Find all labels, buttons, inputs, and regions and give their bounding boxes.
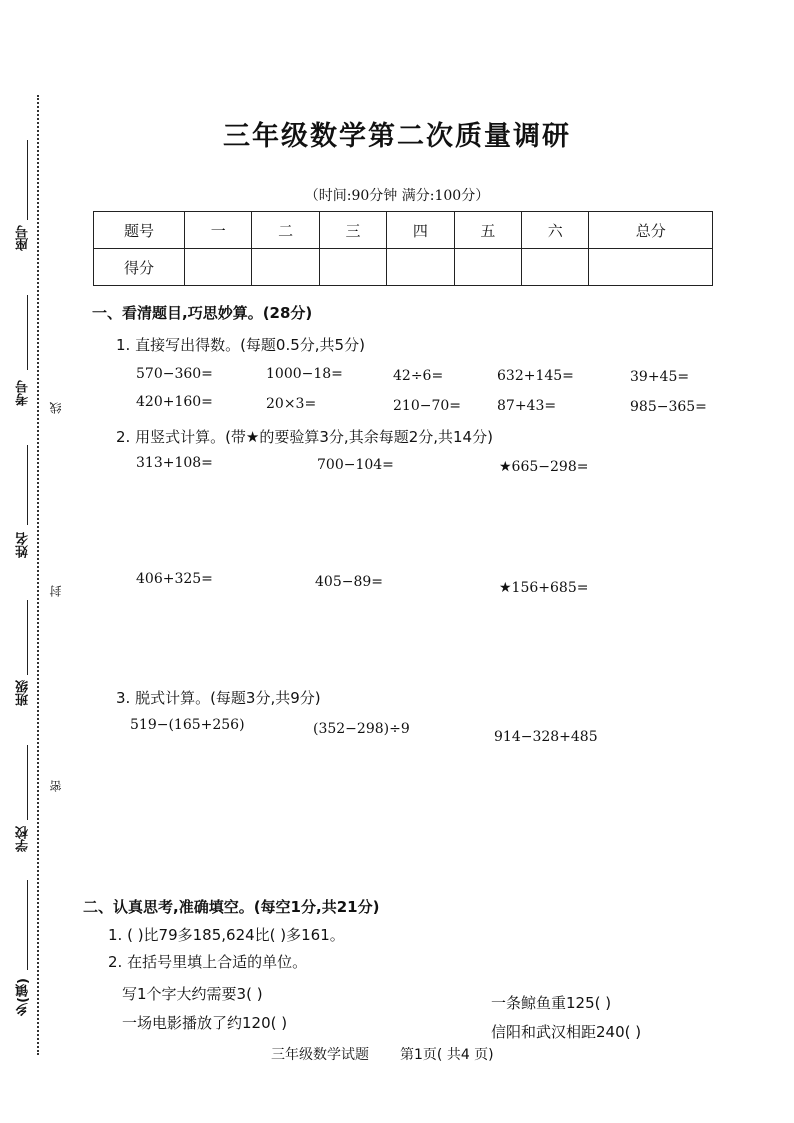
- seal-line-char: 线: [49, 402, 63, 414]
- unit-item: 一条鲸鱼重125( ): [491, 994, 612, 1012]
- town-label: 乡(镇): [16, 978, 31, 1016]
- column-2: 二: [252, 212, 319, 249]
- class-label: 班级: [16, 680, 31, 706]
- score-cell[interactable]: [252, 249, 319, 286]
- score-table-header-row: [94, 212, 713, 249]
- seat-label: 座号: [16, 225, 31, 251]
- name-blank-line: [27, 445, 28, 525]
- vertical-calc-item: 700−104=: [317, 457, 394, 473]
- score-cell[interactable]: [185, 249, 252, 286]
- column-5: 五: [454, 212, 521, 249]
- vertical-calc-item-verify: ★665−298=: [499, 459, 589, 475]
- part3-heading: 3. 脱式计算。(每题3分,共9分): [116, 689, 321, 707]
- oral-calc-item: 632+145=: [497, 368, 574, 384]
- step-calc-item: (352−298)÷9: [313, 721, 410, 737]
- column-3: 三: [319, 212, 386, 249]
- binding-dotted-line: [37, 95, 39, 1055]
- footer-page-number: 第1页( 共4 页): [400, 1047, 494, 1063]
- vertical-calc-item: 405−89=: [315, 574, 383, 590]
- school-label: 学校: [16, 826, 31, 852]
- score-cell[interactable]: [522, 249, 589, 286]
- oral-calc-item: 1000−18=: [266, 366, 343, 382]
- exam-info: （时间:90分钟 满分:100分）: [304, 188, 490, 204]
- score-cell[interactable]: [589, 249, 713, 286]
- class-blank-line: [27, 600, 28, 675]
- oral-calc-item: 39+45=: [630, 369, 690, 385]
- footer-exam-name: 三年级数学试题: [271, 1047, 369, 1063]
- fill-question-2: 2. 在括号里填上合适的单位。: [108, 953, 308, 971]
- unit-item: 信阳和武汉相距240( ): [491, 1023, 642, 1041]
- score-label: 得分: [94, 249, 185, 286]
- vertical-calc-item: 406+325=: [136, 571, 213, 587]
- column-4: 四: [387, 212, 454, 249]
- unit-item: 写1个字大约需要3( ): [122, 985, 263, 1003]
- score-table: [93, 211, 713, 286]
- school-blank-line: [27, 745, 28, 820]
- oral-calc-item: 42÷6=: [393, 368, 444, 384]
- exam-no-blank-line: [27, 295, 28, 370]
- town-blank-line: [27, 880, 28, 970]
- seal-seal-char: 封: [49, 585, 63, 597]
- oral-calc-item: 20×3=: [266, 396, 317, 412]
- step-calc-item: 519−(165+256): [130, 717, 245, 733]
- step-calc-item: 914−328+485: [494, 729, 598, 745]
- score-table-score-row: [94, 249, 713, 286]
- oral-calc-item: 570−360=: [136, 366, 213, 382]
- name-label: 姓名: [16, 532, 31, 558]
- score-cell[interactable]: [319, 249, 386, 286]
- column-6: 六: [522, 212, 589, 249]
- section2-heading: 二、认真思考,准确填空。(每空1分,共21分): [83, 898, 380, 916]
- oral-calc-item: 420+160=: [136, 394, 213, 410]
- fill-question-1: 1. ( )比79多185,624比( )多161。: [108, 926, 345, 944]
- score-cell[interactable]: [454, 249, 521, 286]
- vertical-calc-item: 313+108=: [136, 455, 213, 471]
- exam-no-label: 考号: [16, 380, 31, 406]
- part2-heading: 2. 用竖式计算。(带★的要验算3分,其余每题2分,共14分): [116, 428, 493, 446]
- column-total: 总分: [589, 212, 713, 249]
- page-title: 三年级数学第二次质量调研: [223, 121, 571, 152]
- oral-calc-item: 210−70=: [393, 398, 461, 414]
- oral-calc-item: 985−365=: [630, 399, 707, 415]
- part1-heading: 1. 直接写出得数。(每题0.5分,共5分): [116, 336, 365, 354]
- section1-heading: 一、看清题目,巧思妙算。(28分): [92, 304, 313, 322]
- score-cell[interactable]: [387, 249, 454, 286]
- seal-mi-char: 密: [49, 780, 63, 792]
- oral-calc-item: 87+43=: [497, 398, 557, 414]
- column-1: 一: [185, 212, 252, 249]
- vertical-calc-item-verify: ★156+685=: [499, 580, 589, 596]
- question-no-label: 题号: [94, 212, 185, 249]
- unit-item: 一场电影播放了约120( ): [122, 1014, 288, 1032]
